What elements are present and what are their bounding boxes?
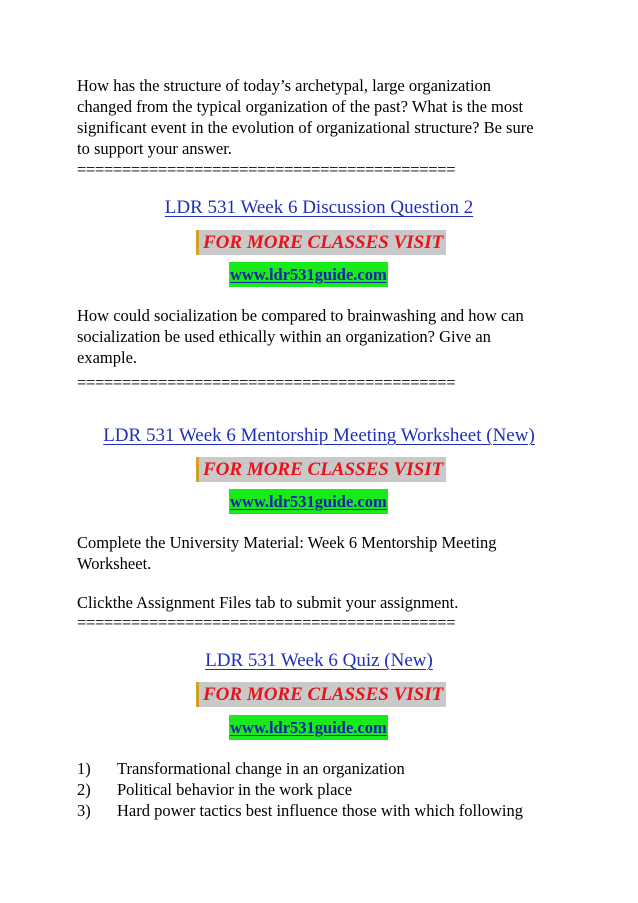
guide-link[interactable]: www.ldr531guide.com [229,489,388,514]
item-text: Political behavior in the work place [117,780,353,799]
mentorship-instructions: Complete the University Material: Week 6 Mentorship Meeting Worksheet. [77,533,497,573]
item-number: 2) [77,780,91,799]
item-text: Hard power tactics best influence those with which following [117,801,523,820]
quiz-question-list [77,758,557,821]
visit-banner: FOR MORE CLASSES VISIT [196,457,446,482]
guide-link[interactable]: www.ldr531guide.com [229,715,388,740]
visit-banner: FOR MORE CLASSES VISIT [196,682,446,707]
separator-line: ========================================== [77,613,456,632]
item-number: 3) [77,801,91,820]
list-item [77,800,557,821]
intro-question: How has the structure of today’s archetypal, large organization changed from the typical organization of the past? What is the most significant event in the evolution of organizational structure? Be sure to support your answer. [77,76,534,158]
submit-instructions: Clickthe Assignment Files tab to submit your assignment. [77,593,459,612]
separator-line: ========================================== [77,373,456,392]
item-text: Transformational change in an organization [117,759,405,778]
discussion-question: How could socialization be compared to brainwashing and how can socialization be used ethically within an organization? Give an example. [77,306,524,367]
guide-link[interactable]: www.ldr531guide.com [229,262,388,287]
list-item [77,758,557,779]
section-title-discussion[interactable]: LDR 531 Week 6 Discussion Question 2 [164,197,474,218]
visit-banner: FOR MORE CLASSES VISIT [196,230,446,255]
list-item [77,779,557,800]
section-title-quiz[interactable]: LDR 531 Week 6 Quiz (New) [205,650,433,671]
separator-line: ========================================== [77,160,456,179]
item-number: 1) [77,759,91,778]
section-title-mentorship[interactable]: LDR 531 Week 6 Mentorship Meeting Worksheet (New) [103,425,535,446]
